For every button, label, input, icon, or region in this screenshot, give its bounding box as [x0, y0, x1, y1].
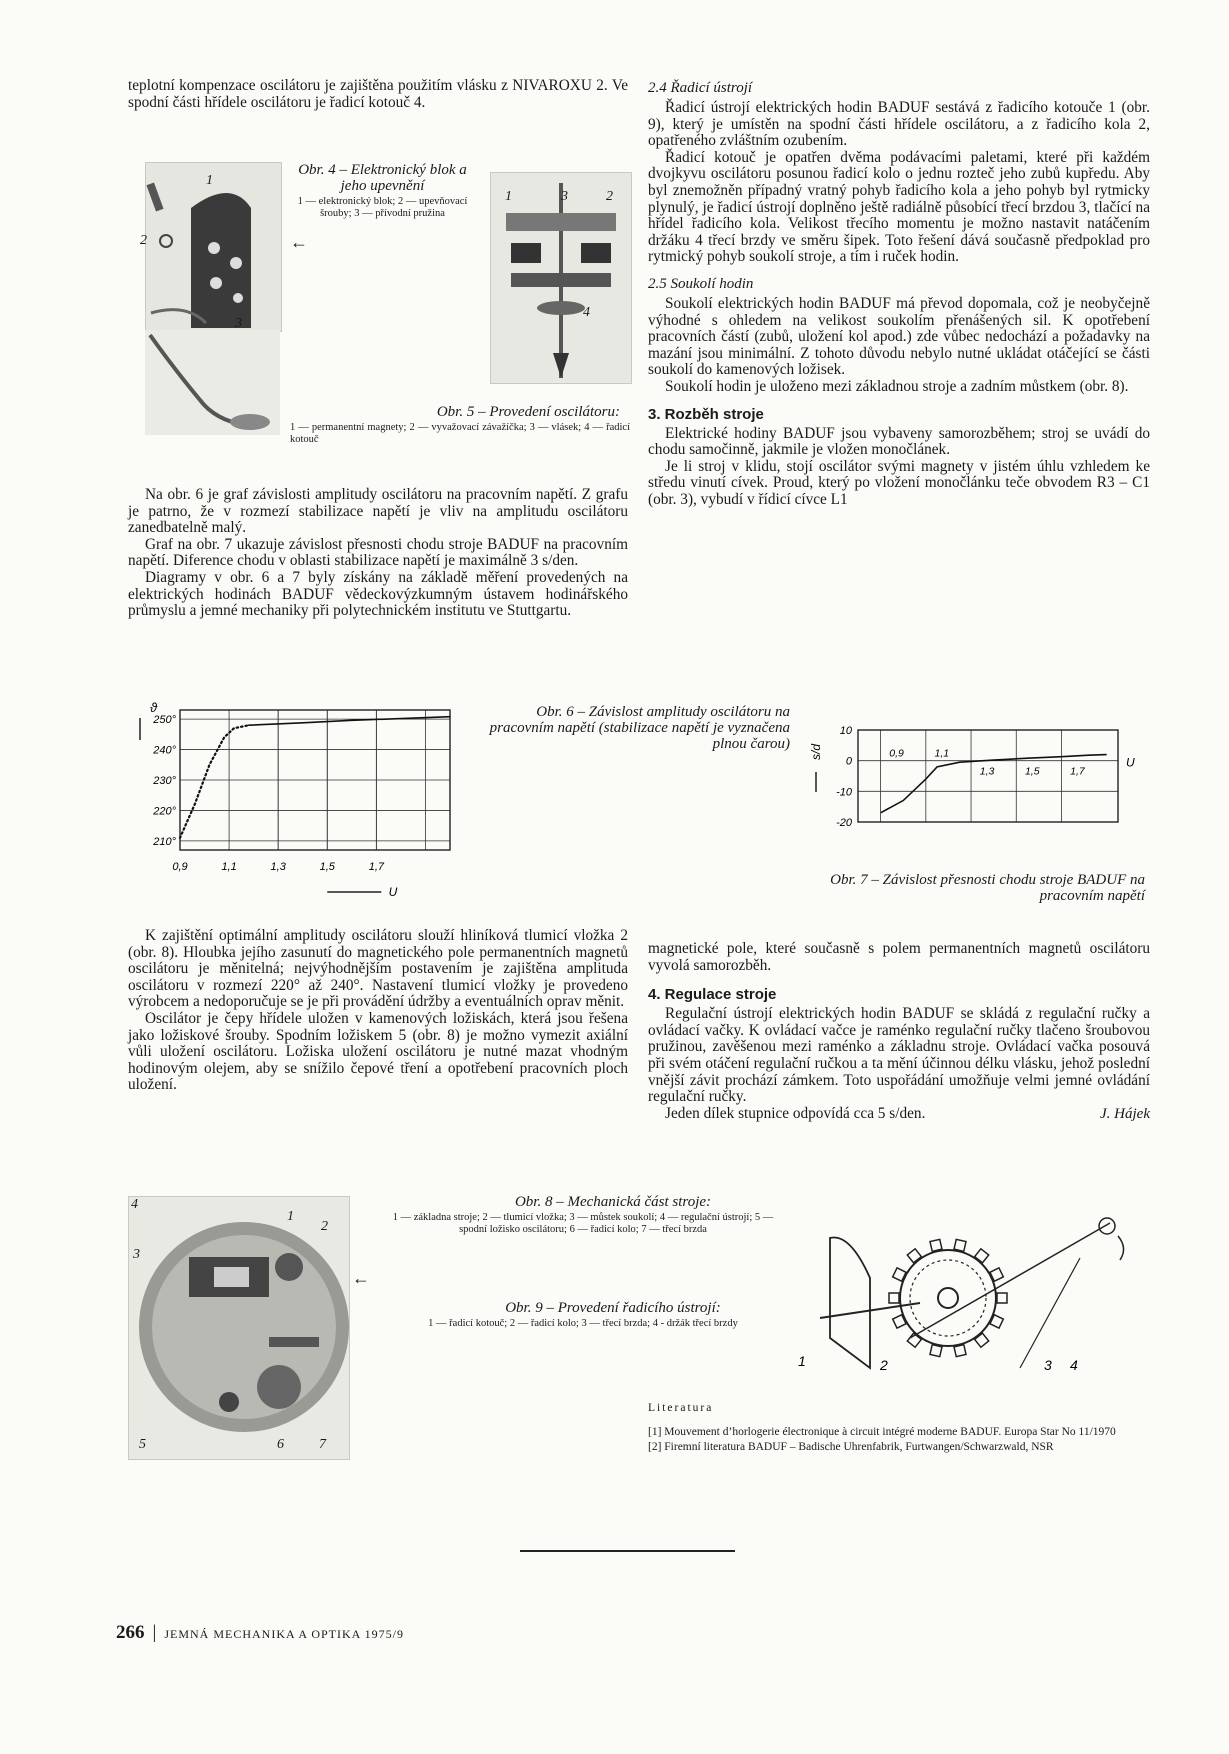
series-line-1 [180, 725, 249, 838]
fig8-label-2: 2 [321, 1219, 328, 1234]
fig9-holder [1020, 1258, 1080, 1368]
x-tick-label: 1,5 [1024, 765, 1040, 778]
section-heading: 3. Rozběh stroje [648, 405, 764, 423]
literature-title: Literatura [648, 1402, 714, 1414]
fig9-drawing [800, 1218, 1150, 1378]
series-line [881, 755, 1107, 813]
y-tick-label: 210° [153, 835, 176, 848]
paragraph: Soukolí elektrických hodin BADUF má převod dopomala, což je neobyčejně výhodné s ohledem na velikost soukolím přenášených sil. K opotřebení pracovních částí (zubů, uložení kol apod.) zde vůbec nedochází a požadavky na mazání jsou minimální. Z tohoto důvodu nebylo nutné ukládat otáčející se části soukolí do kamenových ložisek. [648, 294, 1150, 379]
fig9-caption: Obr. 9 – Provedení řadicího ústrojí: [505, 1300, 721, 1316]
left-top-text [128, 78, 628, 111]
fig8-label-6: 6 [277, 1437, 284, 1452]
fig4-legend: 1 — elektronický blok; 2 — upevňovací šrouby; 3 — přívodní pružina [297, 196, 468, 219]
fig4-photo-drawing [146, 163, 281, 331]
y-tick-label: 250° [153, 714, 176, 727]
journal-name: JEMNÁ MECHANIKA A OPTIKA 1975/9 [164, 1627, 404, 1641]
left-bottom-text [128, 928, 628, 1094]
fig4-arrow: ← [290, 232, 308, 252]
author: J. Hájek [1100, 1105, 1150, 1122]
fig8-caption: Obr. 8 – Mechanická část stroje: [514, 1194, 712, 1210]
fig8-label-7: 7 [319, 1437, 326, 1452]
reference: [2] Firemní literatura BADUF – Badische Uhrenfabrik, Furtwangen/Schwarzwald, NSR [648, 1440, 1054, 1453]
section-heading: 2.5 Soukolí hodin [648, 275, 754, 292]
paragraph: Řadicí ústrojí elektrických hodin BADUF sestává z řadicího kotouče 1 (obr. 9), který je umístěn na spodní části hřídele oscilátoru, a z řadicího kola 2, opatřeného zvláštním ozubením. [648, 99, 1150, 150]
fig6-caption-block [480, 704, 790, 752]
fig5-label-1: 1 [505, 189, 512, 204]
y-tick-label: 220° [153, 805, 176, 818]
left-mid-text [128, 487, 628, 620]
fig7-caption-block [815, 872, 1145, 904]
fig8-legend: 1 — základna stroje; 2 — tlumicí vložka; 3 — můstek soukolí; 4 — regulační ústrojí; 5 — spodní ložisko oscilátoru; 6 — řadicí kolo; 7 — třecí brzda [392, 1212, 774, 1235]
paragraph: Oscilátor je čepy hřídele uložen v kamenových ložiskách, která jsou řešena jako ložiskové šrouby. Spodním ložiskem 5 (obr. 8) je možno vymezit axiální vůli uložení oscilátoru. Ložiska uložení oscilátoru je nutné mazat vhodným hodinovým olejem, aby se snížilo čepové tření a opotřebení pracovních ploch uložení. [128, 1009, 628, 1094]
footer [116, 1622, 404, 1644]
x-tick-label: 1,1 [221, 861, 237, 873]
fig5-label-3: 3 [561, 189, 568, 204]
right-bottom-text [648, 941, 1150, 1122]
fig9-label-4: 4 [1070, 1357, 1078, 1373]
fig4-caption: Obr. 4 – Elektronický blok a jeho upevnění [298, 162, 467, 194]
fig8-arrow: ← [352, 1268, 370, 1288]
y-tick-label: 0 [845, 755, 852, 768]
fig8-photo-drawing [129, 1197, 349, 1459]
fig9-wheel-teeth [889, 1239, 1007, 1356]
fig9-label-2: 2 [880, 1357, 888, 1373]
fig8-photo [128, 1196, 350, 1460]
paragraph: Diagramy v obr. 6 a 7 byly získány na základě měření provedených na elektrických hodinách BADUF vědeckovýzkumným ústavem hodinářského průmyslu a jemné mechaniky při polytechnickém institutu ve Stuttgartu. [128, 568, 628, 620]
gear-tooth [930, 1345, 942, 1357]
y-tick-label: -10 [836, 786, 852, 799]
fig8-label-3: 3 [133, 1247, 140, 1262]
series-line-2 [249, 717, 450, 726]
y-tick-label: 10 [839, 725, 852, 737]
fig4-label-3: 3 [235, 316, 242, 331]
paragraph: teplotní kompenzace oscilátoru je zajištěna použitím vlásku z NIVAROXU 2. Ve spodní části hřídele oscilátoru je řadicí kotouč 4. [128, 77, 628, 111]
x-tick-label: 1,3 [270, 861, 286, 873]
fig9-brake-pivot [1099, 1218, 1115, 1234]
paragraph: Regulační ústrojí elektrických hodin BADUF se skládá z regulační ručky a ovládací vačky. K ovládací vačce je raménko regulační ručky tlačeno šroubovou pružinou, zavěšenou mezi raménko a základnu stroje. Ovládací vačka posouvá při svém otáčení regulační ručkou a ta mění účinnou délku vlásku, jehož poslední vnější závit prochází zámkem. Toto uspořádání umožňuje velmi jemné ovládání regulační ručky. [648, 1005, 1150, 1106]
fig5-legend: 1 — permanentní magnety; 2 — vyvažovací závažíčka; 3 — vlásek; 4 — řadicí kotouč [290, 422, 630, 445]
gear-tooth [954, 1239, 966, 1251]
fig7-caption: Obr. 7 – Závislost přesnosti chodu stroje BADUF na pracovním napětí [830, 872, 1145, 904]
x-tick-label: 1,3 [979, 765, 995, 778]
fig4-caption-block [290, 162, 475, 253]
fig9-rotation-arrow [1118, 1236, 1124, 1260]
fig6-caption: Obr. 6 – Závislost amplitudy oscilátoru na pracovním napětí (stabilizace napětí je vyznačena plnou čarou) [489, 704, 790, 752]
y-axis-label: ϑ [150, 700, 158, 715]
paragraph: magnetické pole, které současně s polem permanentních magnetů oscilátoru vyvolá samorozběh. [648, 940, 1150, 974]
fig9-wheel [900, 1250, 996, 1346]
reference: [1] Mouvement d’horlogerie électronique à circuit intégré moderne BADUF. Europa Star No 11/1970 [648, 1426, 1116, 1438]
fig7-chart [810, 722, 1150, 842]
fig5-caption: Obr. 5 – Provedení oscilátoru: [436, 404, 620, 420]
gear-tooth [997, 1293, 1007, 1303]
gear-tooth [954, 1345, 966, 1357]
right-top-text [648, 80, 1150, 508]
paragraph: Na obr. 6 je graf závislosti amplitudy oscilátoru na pracovním napětí. Z grafu je patrno, že v rozmezí stabilizace napětí je vliv na amplitudu oscilátoru zanedbatelně malý. [128, 486, 628, 537]
x-tick-label: 0,9 [172, 861, 188, 873]
section-heading: 2.4 Řadicí ústrojí [648, 80, 753, 96]
fig4-spring-photo [145, 316, 280, 435]
x-axis-label: U [1126, 755, 1135, 770]
fig9-disc-outline [830, 1238, 870, 1369]
fig4-label-1: 1 [206, 173, 213, 188]
page-number: 266 [116, 1622, 145, 1643]
gear-tooth [930, 1239, 942, 1251]
fig5-label-4: 4 [583, 305, 590, 320]
fig5-label-2: 2 [606, 189, 613, 204]
gear-tooth [889, 1293, 899, 1303]
y-tick-label: -20 [836, 817, 852, 829]
section-heading: 4. Regulace stroje [648, 986, 777, 1004]
x-tick-label: 0,9 [889, 747, 904, 760]
fig8-caption-block [378, 1194, 788, 1236]
fig9-label-3: 3 [1044, 1357, 1052, 1373]
fig4-photo [140, 162, 282, 332]
fig8-label-1: 1 [287, 1209, 294, 1224]
x-tick-label: 1,7 [368, 861, 385, 873]
fig5-photo [490, 172, 632, 384]
paragraph: Řadicí kotouč je opatřen dvěma podávacími paletami, které při každém dvojkyvu oscilátoru posunou řadicí kolo o jednu rozteč jeho zubů kupředu. Aby byl znemožněn případný vratný pohyb řadicího kola a jeho pohyb byl rytmicky plynulý, je řadicí ústrojí doplněno ještě radiálně působící třecí brzdou 3, tlačící na hřídel řadicího kola. Velikost třecího momentu je možno nastavit natáčením držáku 4 třecí brzdy ve směru šipek. Toto řešení dává současně předpoklad pro rytmický pohyb soukolí stroje, a tím i ruček hodin. [648, 148, 1150, 266]
y-tick-label: 240° [153, 744, 176, 757]
footer-separator: | [152, 1622, 157, 1643]
closing-sentence: Jeden dílek stupnice odpovídá cca 5 s/den. [665, 1104, 926, 1122]
x-tick-label: 1,1 [934, 747, 950, 760]
fig9-wheel-hub [938, 1288, 958, 1308]
fig9-caption-block [378, 1300, 788, 1330]
x-tick-label: 1,5 [319, 861, 335, 873]
x-axis-label: U [388, 885, 398, 899]
paragraph: Elektrické hodiny BADUF jsou vybaveny samorozběhem; stroj se uvádí do chodu samočinně, jakmile je vložen monočlánek. [648, 424, 1150, 459]
fig9-legend: 1 — řadicí kotouč; 2 — řadicí kolo; 3 — třecí brzda; 4 - držák třecí brzdy [428, 1318, 738, 1329]
paragraph: Je li stroj v klidu, stojí oscilátor svými magnety v jistém úhlu vzhledem ke středu vinutí cívek. Proud, který po vložení monočlánku teče obvodem R3 – C1 (obr. 3), vybudí v řídicí cívce L1 [648, 457, 1150, 508]
fig9-label-1: 1 [798, 1353, 806, 1369]
x-tick-label: 1,7 [1070, 765, 1085, 778]
paragraph [648, 1106, 1150, 1123]
fig5-caption-block [290, 404, 630, 446]
y-tick-label: 230° [153, 775, 176, 787]
paragraph: K zajištění optimální amplitudy oscilátoru slouží hliníková tlumicí vložka 2 (obr. 8). Hloubka jejího zasunutí do magnetického pole permanentních magnetů oscilátoru je měnitelná; nejvýhodnějším postavením je zajištěna amplituda oscilátoru v rozmezí 220° až 240°. Nastavení tlumicí vložky je provedeno výrobcem a nedoporučuje se je při provádění údržby a eventuálních oprav měnit. [128, 927, 628, 1011]
fig8-label-5: 5 [139, 1437, 146, 1452]
paragraph: Soukolí hodin je uloženo mezi základnou stroje a zadním můstkem (obr. 8). [665, 377, 1129, 395]
fig4-label-2: 2 [140, 233, 147, 248]
fig8-label-4: 4 [131, 1197, 138, 1212]
fig4-spring-drawing [145, 330, 280, 435]
literature [648, 1402, 1148, 1453]
y-axis-label: s/d [809, 743, 823, 760]
paragraph: Graf na obr. 7 ukazuje závislost přesnosti chodu stroje BADUF na pracovním napětí. Diference chodu v oblasti stabilizace napětí je maximálně 3 s/den. [128, 535, 628, 570]
fig6-chart [130, 700, 470, 900]
fig9-wheel-pitch [910, 1260, 986, 1336]
end-rule [520, 1550, 735, 1552]
